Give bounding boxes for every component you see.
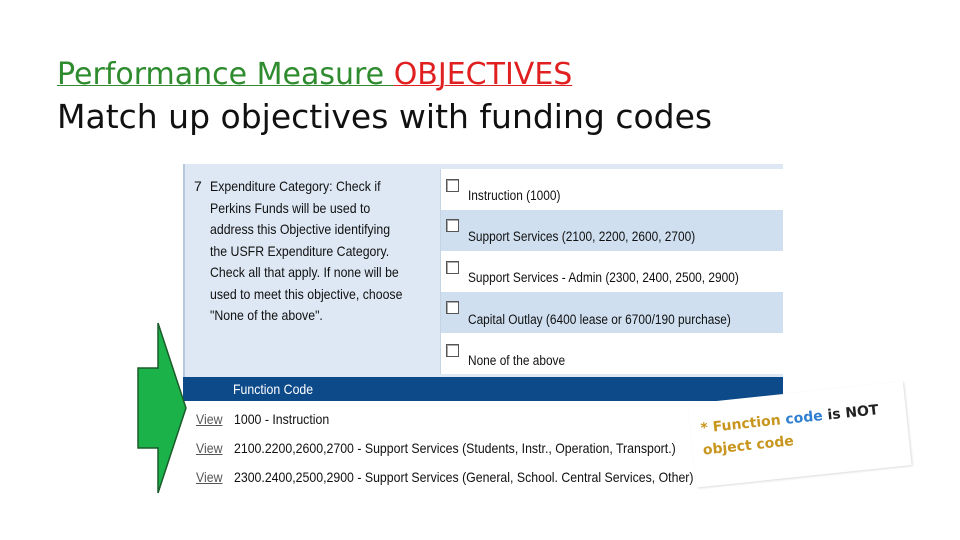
green-arrow-icon bbox=[137, 322, 187, 494]
checkbox-capital-outlay[interactable] bbox=[446, 301, 459, 314]
option-row-support-services[interactable] bbox=[440, 210, 783, 251]
view-link[interactable]: View bbox=[196, 440, 223, 456]
option-label-capital-outlay: Capital Outlay (6400 lease or 6700/190 purchase) bbox=[468, 312, 731, 327]
checkbox-instruction[interactable] bbox=[446, 179, 459, 192]
option-label-support-services: Support Services (2100, 2200, 2600, 2700) bbox=[468, 229, 696, 244]
function-code-text: 2300.2400,2500,2900 - Support Services (General, School. Central Services, Other) bbox=[234, 469, 694, 485]
view-link[interactable]: View bbox=[196, 469, 223, 485]
checkbox-none[interactable] bbox=[446, 344, 459, 357]
question-number: 7 bbox=[194, 178, 202, 194]
option-row-support-admin[interactable] bbox=[440, 251, 783, 292]
note-line-1: * Function code is NOT bbox=[699, 402, 880, 437]
function-code-header bbox=[183, 377, 783, 401]
option-label-support-admin: Support Services - Admin (2300, 2400, 2500, 2900) bbox=[468, 270, 739, 285]
checkbox-support-services[interactable] bbox=[446, 219, 459, 232]
checkbox-support-admin[interactable] bbox=[446, 261, 459, 274]
slide-subtitle: Match up objectives with funding codes bbox=[57, 97, 713, 136]
function-code-text: 1000 - Instruction bbox=[234, 411, 330, 427]
option-row-instruction[interactable] bbox=[440, 169, 783, 210]
view-link[interactable]: View bbox=[196, 411, 223, 427]
title-objectives: OBJECTIVES bbox=[393, 57, 573, 92]
option-row-none[interactable] bbox=[440, 333, 783, 374]
note-line-2: object code bbox=[702, 433, 795, 459]
option-label-none: None of the above bbox=[468, 353, 566, 368]
option-row-capital-outlay[interactable] bbox=[440, 292, 783, 333]
question-text: Expenditure Category: Check if Perkins Funds will be used to address this Objective identifying the USFR Expenditure Category. Check all that apply. If none will be used to meet this objective, choose "None of the above". bbox=[210, 178, 403, 323]
function-code-row bbox=[183, 462, 783, 491]
slide-title bbox=[57, 58, 572, 92]
option-label-instruction: Instruction (1000) bbox=[468, 188, 561, 203]
expenditure-category-section bbox=[183, 164, 783, 377]
function-code-header-label: Function Code bbox=[233, 381, 314, 397]
title-performance-measure: Performance Measure bbox=[57, 57, 394, 92]
function-code-text: 2100.2200,2600,2700 - Support Services (Students, Instr., Operation, Transport.) bbox=[234, 440, 676, 456]
